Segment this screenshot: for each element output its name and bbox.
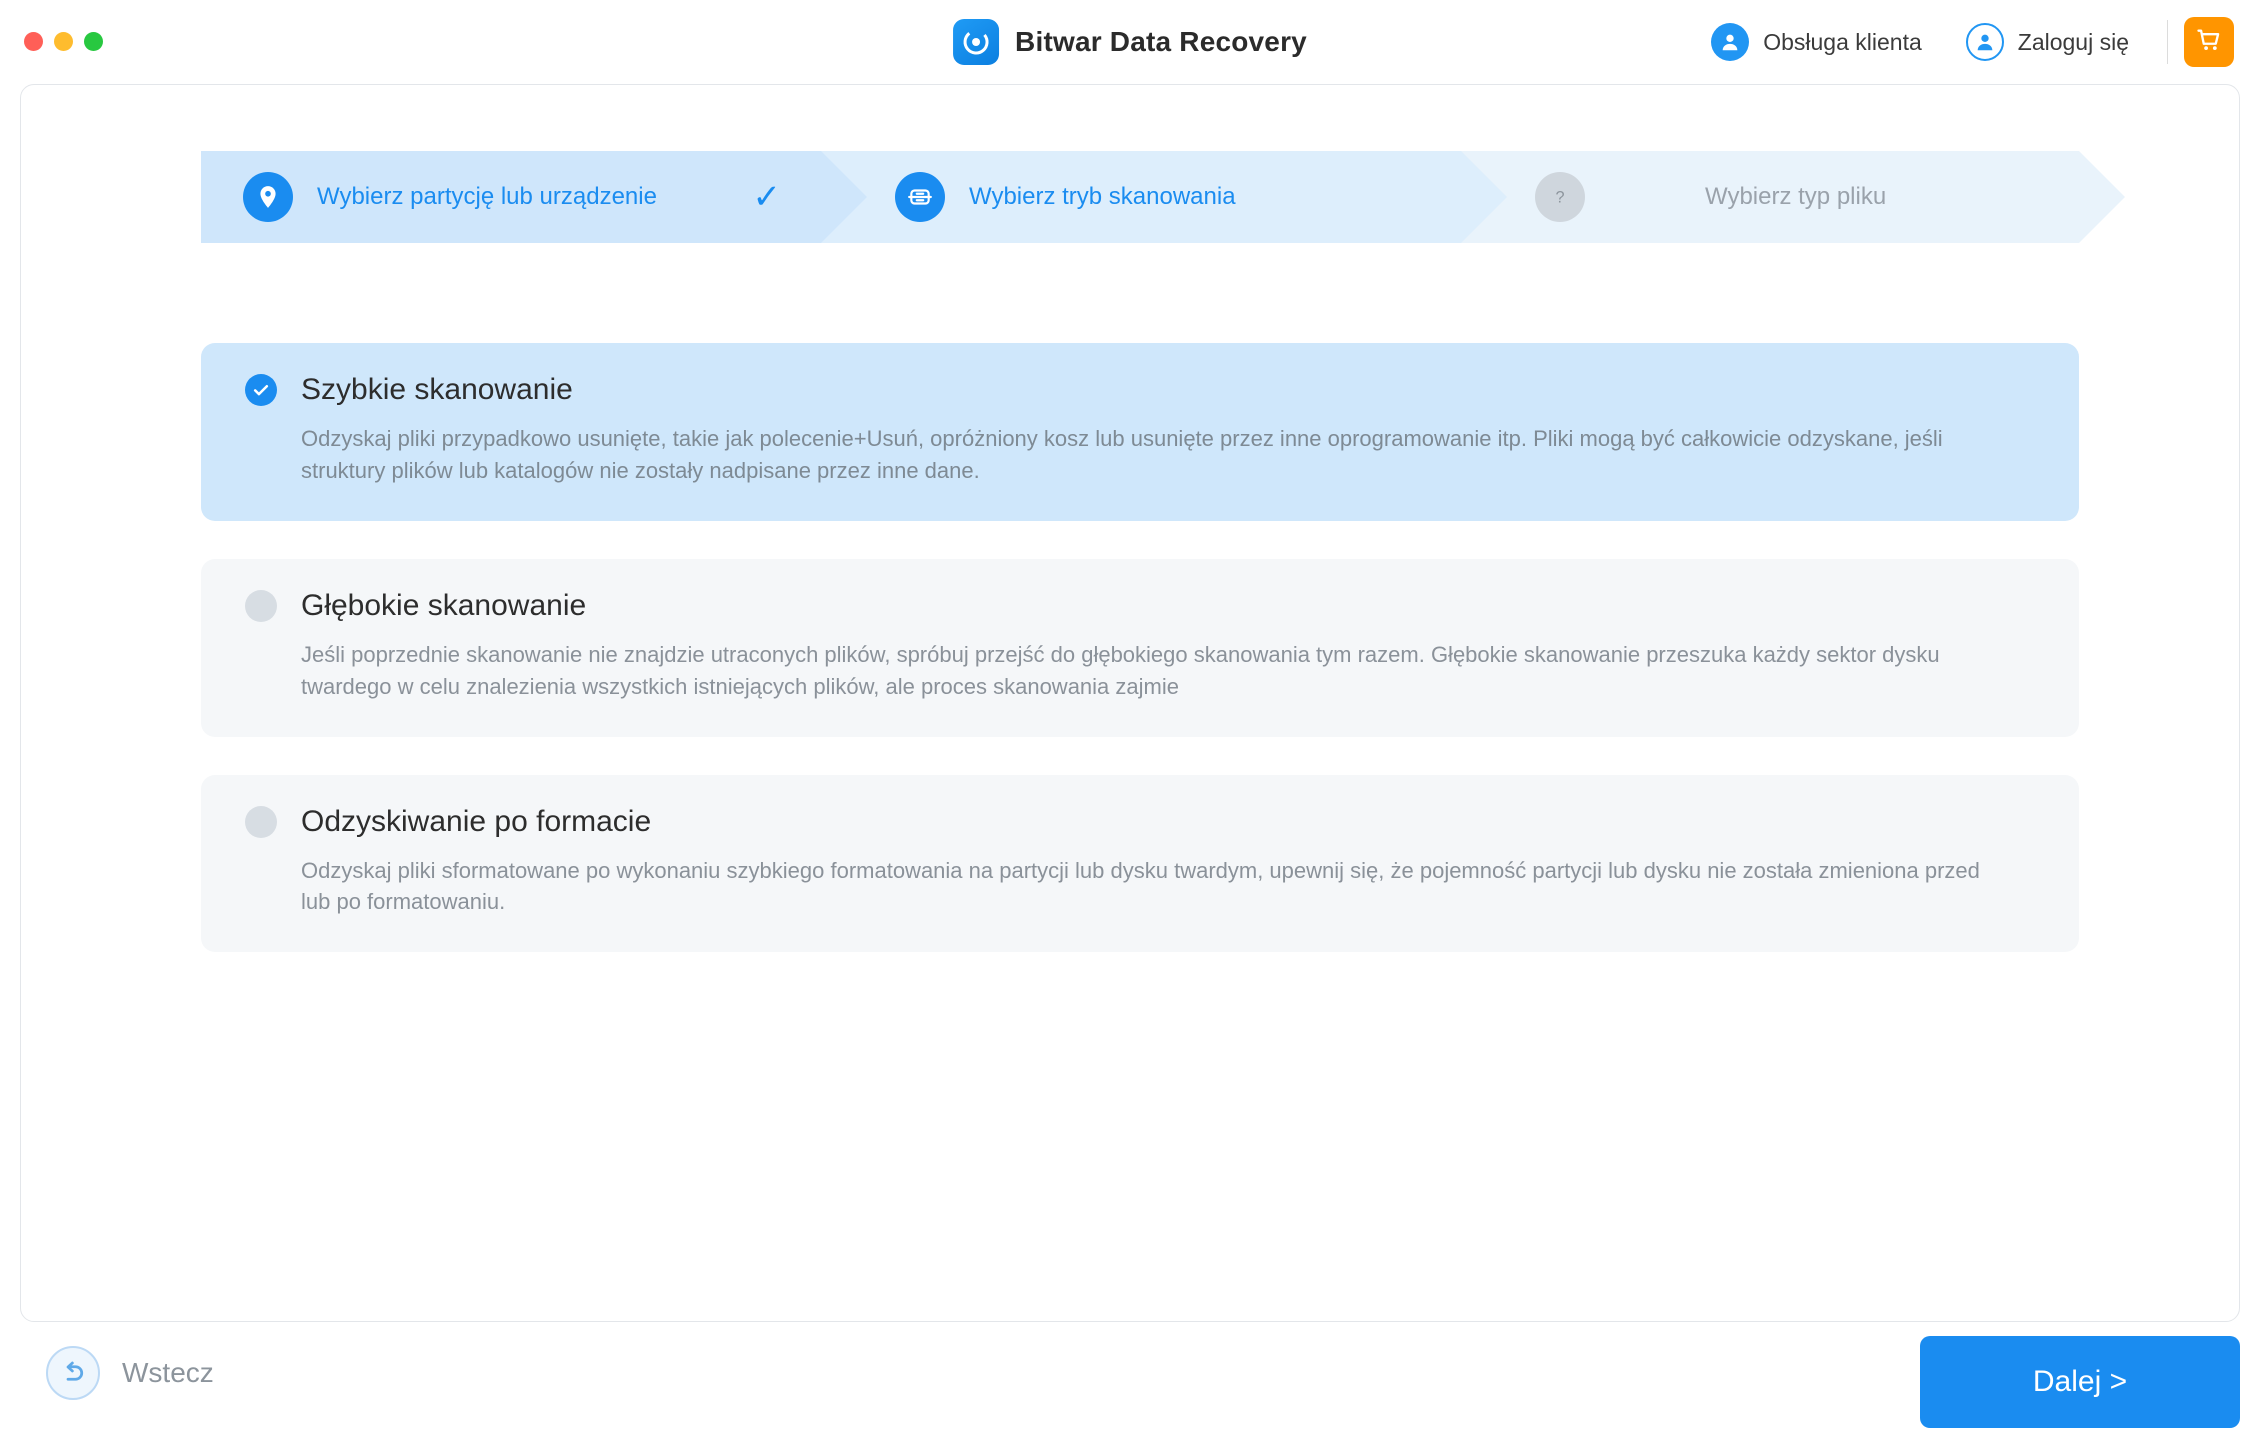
support-person-icon xyxy=(1711,23,1749,61)
scan-mode-options xyxy=(201,343,2079,990)
scan-mode-icon xyxy=(895,172,945,222)
footer-bar xyxy=(0,1322,2260,1442)
step-breadcrumb xyxy=(201,151,2079,243)
step-3-label: Wybierz typ pliku xyxy=(1705,183,1887,210)
cart-icon xyxy=(2195,26,2223,59)
svg-text:?: ? xyxy=(1555,188,1565,207)
radio-checked-icon[interactable] xyxy=(245,374,277,406)
back-button[interactable] xyxy=(46,1346,214,1400)
option-quick-scan-description: Odzyskaj pliki przypadkowo usunięte, takie jak polecenie+Usuń, opróżniony kosz lub usunięte przez inne oprogramowanie itp. Pliki mogą być całkowicie odzyskane, jeśli struktury plików lub katalogów nie zostały nadpisane przez inne dane. xyxy=(301,426,1943,483)
option-deep-scan[interactable] xyxy=(201,559,2079,737)
step-1-label: Wybierz partycję lub urządzenie xyxy=(317,183,657,210)
app-brand xyxy=(953,19,1307,65)
radio-unchecked-icon[interactable] xyxy=(245,590,277,622)
undo-arrow-icon xyxy=(46,1346,100,1400)
option-quick-scan[interactable] xyxy=(201,343,2079,521)
title-bar-actions xyxy=(1689,0,2260,84)
option-deep-scan-description: Jeśli poprzednie skanowanie nie znajdzie utraconych plików, spróbuj przejść do głębokiego skanowania tym razem. Głębokie skanowanie przeszuka każdy sektor dysku twardego w celu znalezienia wszystkich istniejących plików, ale proces skanowania zajmie xyxy=(301,641,1940,699)
step-1-chevron-icon xyxy=(821,151,867,243)
maximize-window-button[interactable] xyxy=(84,32,103,51)
login-person-icon xyxy=(1966,23,2004,61)
step-select-file-type[interactable] xyxy=(1461,151,2079,243)
titlebar-divider xyxy=(2167,20,2168,64)
main-content-panel xyxy=(20,84,2240,1322)
option-format-recovery-title: Odzyskiwanie po formacie xyxy=(301,804,652,838)
back-button-label: Wstecz xyxy=(122,1357,214,1388)
minimize-window-button[interactable] xyxy=(54,32,73,51)
step-select-scan-mode[interactable] xyxy=(821,151,1461,243)
bitwar-logo-icon xyxy=(953,19,999,65)
option-quick-scan-header xyxy=(245,373,2035,407)
app-title: Bitwar Data Recovery xyxy=(1015,25,1307,57)
step-2-label: Wybierz tryb skanowania xyxy=(969,183,1236,210)
window-controls xyxy=(24,32,103,51)
option-format-recovery-description: Odzyskaj pliki sformatowane po wykonaniu szybkiego formatowania na partycji lub dysku twardym, upewnij się, że pojemność partycji lub dysku nie została zmieniona przed lub po formatowaniu. xyxy=(301,857,1980,915)
step-3-chevron-icon xyxy=(2079,151,2125,243)
close-window-button[interactable] xyxy=(24,32,43,51)
step-2-chevron-icon xyxy=(1461,151,1507,243)
option-quick-scan-title: Szybkie skanowanie xyxy=(301,373,573,406)
title-bar xyxy=(0,0,2260,84)
radio-unchecked-icon[interactable] xyxy=(245,806,277,838)
customer-support-label: Obsługa klienta xyxy=(1763,28,1922,55)
step-1-check-icon: ✓ xyxy=(752,178,781,216)
cart-button[interactable] xyxy=(2184,17,2234,67)
option-format-recovery[interactable] xyxy=(201,775,2079,953)
step-select-partition[interactable] xyxy=(201,151,821,243)
next-button[interactable]: Dalej > xyxy=(1920,1336,2240,1428)
option-deep-scan-title: Głębokie skanowanie xyxy=(301,588,587,622)
login-button[interactable] xyxy=(1944,23,2151,61)
login-label: Zaloguj się xyxy=(2017,28,2129,55)
location-pin-icon xyxy=(243,172,293,222)
question-mark-icon xyxy=(1535,172,1585,222)
customer-support-button[interactable] xyxy=(1689,23,1944,61)
option-deep-scan-header xyxy=(245,589,2035,623)
option-format-recovery-header xyxy=(245,805,2035,839)
